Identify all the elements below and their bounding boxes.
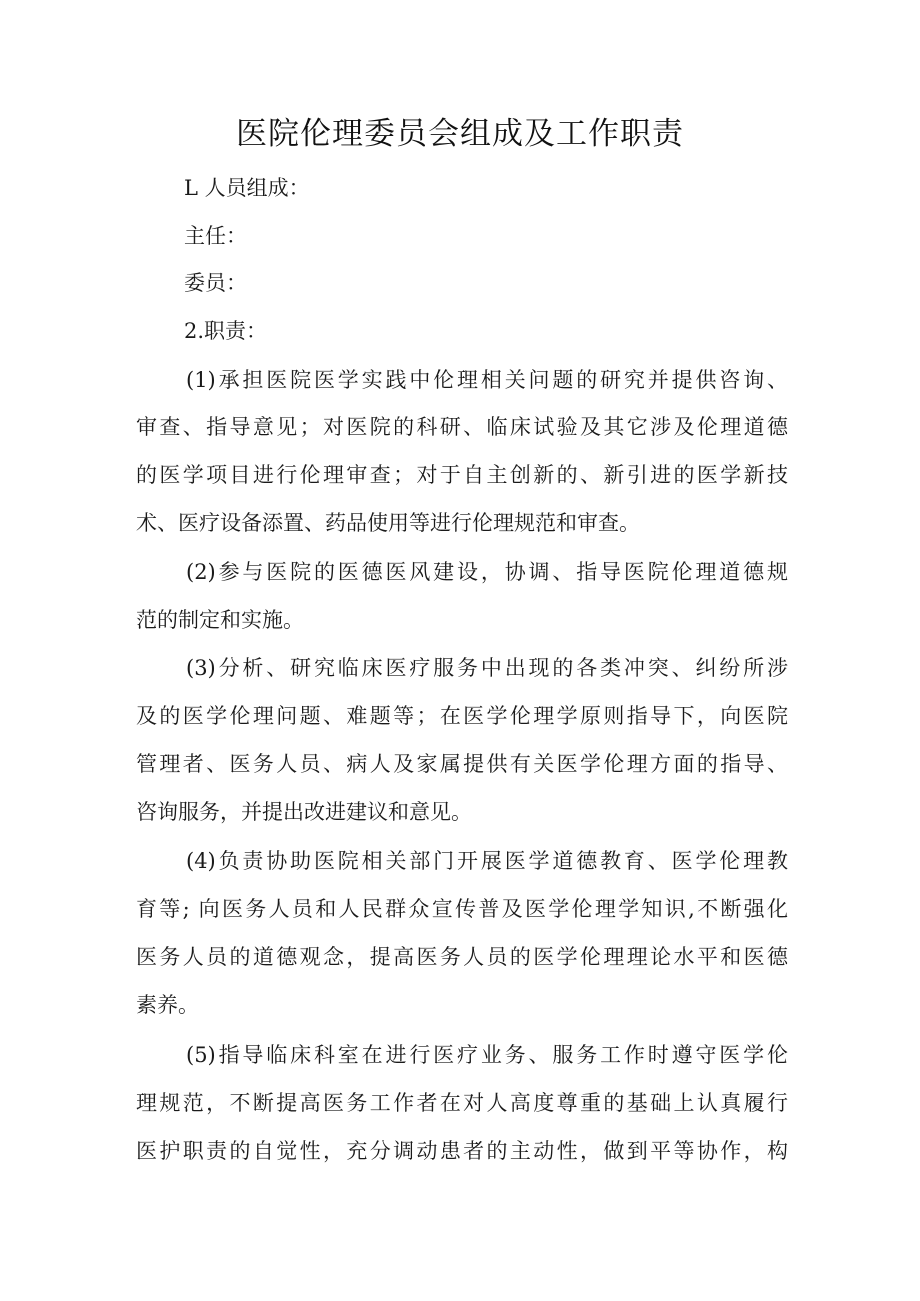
- members-label: 委员：: [184, 271, 247, 295]
- duty-5-line-1: (5)指导临床科室在进行医疗业务、服务工作时遵守医学伦: [186, 1043, 788, 1067]
- section-heading-personnel: L 人员组成：: [184, 176, 310, 200]
- duty-4-line-1: (4)负责协助医院相关部门开展医学道德教育、医学伦理教: [186, 849, 788, 873]
- duty-4-line-4: 素养。: [136, 993, 199, 1017]
- section-heading-duties: 2.职责：: [184, 319, 268, 343]
- duty-2-line-1: (2)参与医院的医德医风建设，协调、指导医院伦理道德规: [186, 560, 788, 584]
- document-title: 医院伦理委员会组成及工作职责: [236, 116, 684, 152]
- duty-5-line-2: 理规范，不断提高医务工作者在对人高度尊重的基础上认真履行: [136, 1091, 788, 1115]
- director-label: 主任：: [184, 224, 247, 248]
- duty-4-line-2: 育等; 向医务人员和人民群众宣传普及医学伦理学知识,不断强化: [136, 897, 788, 921]
- duty-2-line-2: 范的制定和实施。: [136, 608, 304, 632]
- duty-1-line-4: 术、医疗设备添置、药品使用等进行伦理规范和审查。: [136, 511, 640, 535]
- duty-1-line-2: 审查、指导意见；对医院的科研、临床试验及其它涉及伦理道德: [136, 415, 788, 439]
- duty-1-line-1: (1)承担医院医学实践中伦理相关问题的研究并提供咨询、: [186, 368, 788, 392]
- duty-4-line-3: 医务人员的道德观念，提高医务人员的医学伦理理论水平和医德: [136, 945, 788, 969]
- duty-3-line-2: 及的医学伦理问题、难题等；在医学伦理学原则指导下，向医院: [136, 704, 788, 728]
- duty-3-line-4: 咨询服务，并提出改进建议和意见。: [136, 800, 472, 824]
- duty-3-line-3: 管理者、医务人员、病人及家属提供有关医学伦理方面的指导、: [136, 752, 788, 776]
- duty-3-line-1: (3)分析、研究临床医疗服务中出现的各类冲突、纠纷所涉: [186, 656, 788, 680]
- duty-1-line-3: 的医学项目进行伦理审查；对于自主创新的、新引进的医学新技: [136, 463, 788, 487]
- duty-5-line-3: 医护职责的自觉性，充分调动患者的主动性，做到平等协作，构: [136, 1139, 788, 1163]
